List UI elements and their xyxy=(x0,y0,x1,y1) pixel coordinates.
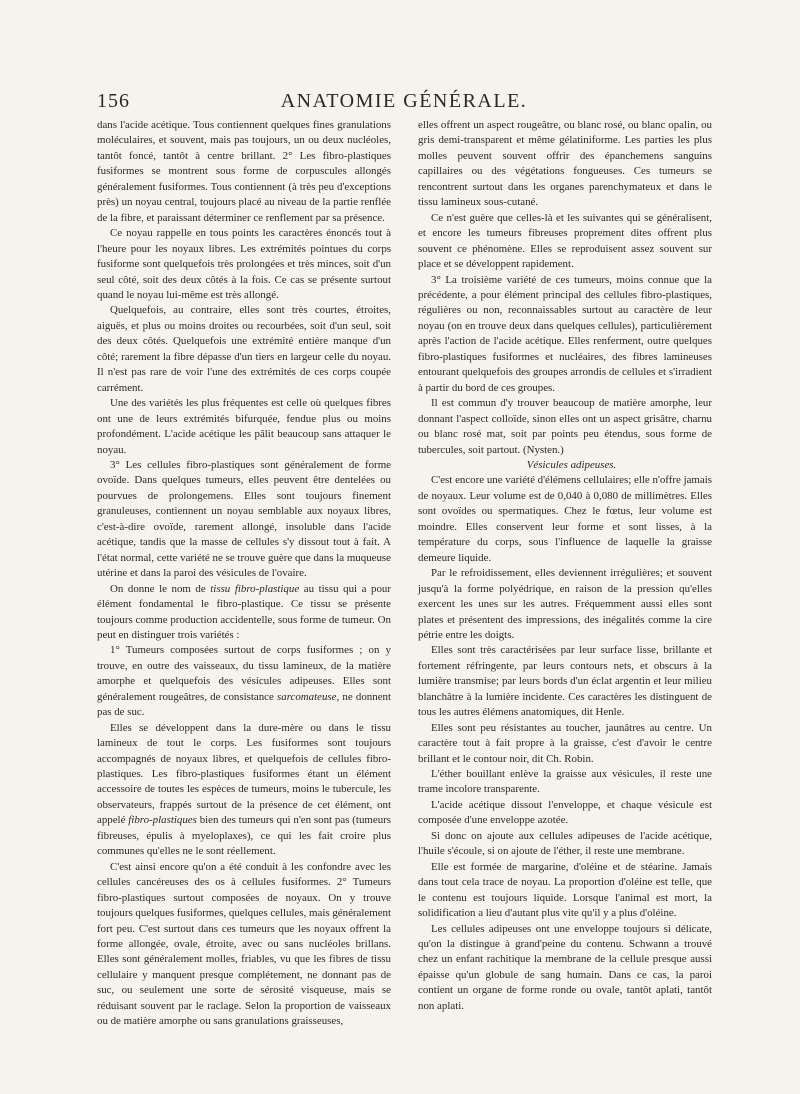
paragraph: Elles sont très caractérisées par leur surface lisse, brillante et fortement réfringente, par leurs contours nets, et obscurs à la lumière transmise; par leurs bords d'un éclat argentin et leur milieu blanchâtre à la lumière incidente. Ces caractères les distinguent de tous les autres élémens anatomiques, dit Henle. xyxy=(418,644,712,719)
text-run: 1° Tumeurs composées surtout de corps fusiformes ; on y trouve, en outre des vaisseaux, du tissu lamineux, de la matière amorphe et quelquefois des vésicules adipeuses. Elles sont généralement rougeâtres, de consistance xyxy=(97,644,391,703)
page-number: 156 xyxy=(97,90,130,112)
paragraph: elles offrent un aspect rougeâtre, ou blanc rosé, ou blanc opalin, ou gris demi-transparent et même gélatiniforme. Les parties les plus molles peuvent souvent offrir des épanchemens sanguins capillaires ou des végétations fongueuses. Ces tumeurs se rencontrent surtout dans les organes parenchymateux et dans le tissu lamineux sous-cutané. xyxy=(418,119,712,209)
text-run: bien des tumeurs qui n'en sont pas (tumeurs fibreuses, épulis à myeloplaxes), ce qui les fait croire plus communes qu'elles ne le sont réellement. xyxy=(97,814,392,858)
text-run: On donne le nom de xyxy=(110,582,211,595)
paragraph: Les cellules adipeuses ont une enveloppe toujours si délicate, qu'on la distingue à grand'peine du contenu. Schwann a trouvé chez un enfant rachitique la membrane de la cellule presque aussi épaisse qu'un globule de sang humain. Dans ce cas, la paroi contient un organe de forme ronde ou ovale, tantôt aplati, tantôt non aplati. xyxy=(418,922,712,1012)
paragraph: C'est encore une variété d'élémens cellulaires; elle n'offre jamais de noyaux. Leur volume est de 0,040 à 0,080 de millimètres. Elles sont ovoïdes ou spermatiques. Chez le fœtus, leur volume est moindre. Elles conservent leur forme et sont lisses, à la température du corps, sous l'influence de laquelle la graisse demeure liquide. xyxy=(418,474,712,564)
paragraph: Par le refroidissement, elles deviennent irrégulières; et souvent jusqu'à la forme polyédrique, en raison de la pression qu'elles exercent les unes sur les autres. Fréquemment aussi elles sont plates et présentent des impressions, des inégalités comme la cire pétrie entre les doigts. xyxy=(418,567,712,641)
paragraph: Une des variétés les plus fréquentes est celle où quelques fibres ont une de leurs extrémités bifurquée, fendue plus ou moins profondément. L'acide acétique les pâlit beaucoup sans attaquer le noyau. xyxy=(97,397,391,456)
left-column xyxy=(97,118,391,1030)
paragraph xyxy=(97,721,391,860)
paragraph: Si donc on ajoute aux cellules adipeuses de l'acide acétique, l'huile s'écoule, si on ajoute de l'éther, il reste une membrane. xyxy=(418,829,712,858)
paragraph: Elles sont peu résistantes au toucher, jaunâtres au centre. Un caractère tout à fait propre à la graisse, c'est d'avoir le centre brillant et le contour noir, dit Ch. Robin. xyxy=(418,721,712,765)
text-run: au tissu qui a pour élément fondamental le fibro-plastique. Ce tissu se présente toujours comme production accidentelle, sous forme de tumeur. On peut en distinguer trois variétés : xyxy=(97,582,391,641)
paragraph xyxy=(97,643,391,720)
paragraph: L'acide acétique dissout l'enveloppe, et chaque vésicule est composée d'une enveloppe azotée. xyxy=(418,798,712,827)
paragraph: Elle est formée de margarine, d'oléine et de stéarine. Jamais dans tout cela trace de noyau. La proportion d'oléine est telle, que le contenu est toujours liquide. Lorsque l'animal est mort, la solidification a lieu d'autant plus vite qu'il y a plus d'oléine. xyxy=(418,860,712,920)
emphasis: sarcomateuse, xyxy=(277,690,340,703)
paragraph: 3° Les cellules fibro-plastiques sont généralement de forme ovoïde. Dans quelques tumeurs, elles peuvent être dentelées ou pourvues de prolongemens. Elles sont toujours finement granuleuses, contiennent un noyau semblable aux noyaux libres, c'est-à-dire ovoïde, rarement allongé, insoluble dans l'acide acétique, tandis que la masse de cellules s'y dissout tout à fait. A l'état normal, cette variété ne se trouve guère que dans la muqueuse utérine et dans la paroi des vésicules de l'ovaire. xyxy=(97,458,391,580)
paragraph: dans l'acide acétique. Tous contiennent quelques fines granulations moléculaires, et souvent, mais pas toujours, un ou deux nucléoles, tantôt foncé, tantôt à centre brillant. 2° Les fibro-plastiques fusiformes se montrent sous forme de corpuscules allongés généralement fusiformes. Tous contiennent (à très peu d'exceptions près) un noyau central, toujours placé au niveau de la partie renflée de la fibre, et paraissant déterminer ce renflement par sa présence. xyxy=(97,119,391,224)
paragraph: Ce n'est guère que celles-là et les suivantes qui se généralisent, et encore les tumeurs fibreuses proprement dites offrent plus souvent ce phénomène. Elles se reproduisent assez souvent sur place et se développent rapidement. xyxy=(418,211,712,271)
text-run: ne donnent pas de suc. xyxy=(97,690,391,719)
page-header xyxy=(97,90,711,116)
running-head: ANATOMIE GÉNÉRALE. xyxy=(280,90,528,112)
emphasis: tissu fibro-plastique xyxy=(210,582,300,595)
section-heading: Vésicules adipeuses. xyxy=(526,458,617,471)
paragraph xyxy=(97,582,391,644)
paragraph: 3° La troisième variété de ces tumeurs, moins connue que la précédente, a pour élément principal des cellules fibro-plastiques, régulières ou non, reconnaissables surtout au caractère de leur noyau (on en trouve deux dans quelques cellules), particulièrement après l'action de l'acide acétique. Elles renferment, outre quelques fibro-plastiques fusiformes et nucléaires, des fibres lamineuses entourant quelquefois des groupes arrondis de cellules et s'irradient à partir du bord de ces groupes. xyxy=(418,273,712,394)
paragraph: Quelquefois, au contraire, elles sont très courtes, étroites, aiguës, et plus ou moins droites ou recourbées, soit d'un seul, soit des deux côtés. Quelquefois une extrémité entière manque d'un côté; rarement la fibre dépasse d'un tiers en largeur celle du noyau. Il n'est pas rare de voir l'une des extrémités de ces corps coupée carrément. xyxy=(97,304,391,394)
emphasis: fibro-plastiques xyxy=(128,814,197,827)
paragraph: Il est commun d'y trouver beaucoup de matière amorphe, leur donnant l'aspect colloïde, sinon elles ont un aspect grisâtre, charnu ou blanc rosé mat, soit par points peu étendus, sous forme de tubercules, soit partout. (Nysten.) xyxy=(418,397,712,456)
text-run: Elles se développent dans la dure-mère ou dans le tissu lamineux de tout le corps. Les fusiformes sont toujours accompagnés de noyaux libres, et quelquefois de cellules fibro-plastiques. Les fibro-plastiques fusiformes étant un élément accessoire de toutes les espèces de tumeurs, moins le tubercule, les observateurs, frappés surtout de la présence de cet élément, ont appelé xyxy=(97,721,391,827)
paragraph: L'éther bouillant enlève la graisse aux vésicules, il reste une trame incolore transparente. xyxy=(418,768,712,796)
paragraph: C'est ainsi encore qu'on a été conduit à les confondre avec les cellules cancéreuses des os à cellules fusiformes. 2° Tumeurs fibro-plastiques surtout composées de noyaux. On y trouve toujours quelques fusiformes, quelques cellules, mais généralement fort peu. C'est surtout dans ces tumeurs que les noyaux offrent la forme allongée, ovale, étroite, avec ou sans nucléoles brillans. Elles sont généralement molles, friables, vu que les fibres de tissu cellulaire y manquent presque complétement, ne donnant pas de suc, ou seulement une sorte de sérosité visqueuse, mais se réduisant souvent par le raclage. Selon la proportion de vaisseaux ou de matière amorphe ou sans granulations graisseuses, xyxy=(97,860,391,1028)
right-column xyxy=(418,118,712,1014)
paragraph: Ce noyau rappelle en tous points les caractères énoncés tout à l'heure pour les noyaux libres. Les extrémités pointues du corps fusiforme sont quelquefois très prolongées et très minces, soit d'un seul côté, soit des deux côtés à la fois. Ce cas se présente surtout quand le noyau lui-même est très allongé. xyxy=(97,227,391,301)
